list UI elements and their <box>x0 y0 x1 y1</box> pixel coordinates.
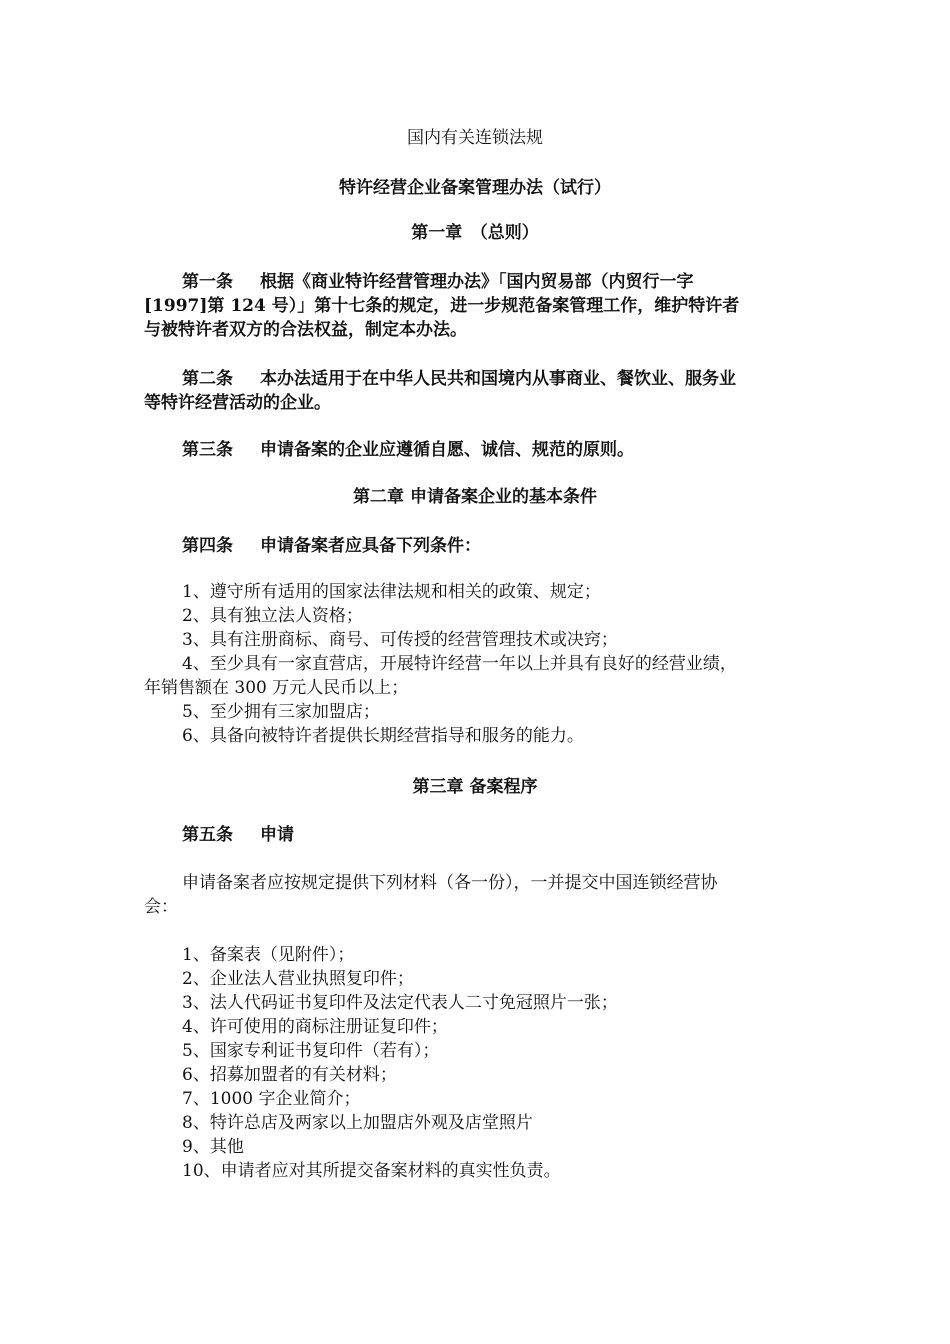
chapter-2-heading: 第二章 申请备案企业的基本条件 <box>353 487 597 507</box>
article-1-text: 根据《商业特许经营管理办法》「国内贸易部（内贸行一字 <box>260 272 694 292</box>
article-4-label: 第四条 <box>182 536 233 556</box>
list-item: 3、具有注册商标、商号、可传授的经营管理技术或决窍； <box>182 630 618 650</box>
list-item: 8、特许总店及两家以上加盟店外观及店堂照片 <box>182 1113 533 1133</box>
list-item: 4、至少具有一家直营店，开展特许经营一年以上并具有良好的经营业绩， <box>182 654 737 674</box>
article-1-line-2: [1997]第 124 号）」第十七条的规定，进一步规范备案管理工作，维护特许者 <box>144 296 740 316</box>
article-3-text: 申请备案的企业应遵循自愿、诚信、规范的原则。 <box>260 440 634 460</box>
list-item: 1、遵守所有适用的国家法律法规和相关的政策、规定； <box>182 582 601 602</box>
article-1-label: 第一条 <box>182 272 233 292</box>
list-item: 1、备案表（见附件）； <box>182 945 355 965</box>
list-item: 2、企业法人营业执照复印件； <box>182 969 414 989</box>
article-2-line-2: 等特许经营活动的企业。 <box>144 393 331 413</box>
list-item: 6、招募加盟者的有关材料； <box>182 1065 397 1085</box>
article-3-label: 第三条 <box>182 440 233 460</box>
article-1-line-3: 与被特许者双方的合法权益，制定本办法。 <box>144 320 467 340</box>
list-item: 9、其他 <box>182 1137 244 1157</box>
article-5-intro-line-1: 申请备案者应按规定提供下列材料（各一份），一并提交中国连锁经营协 <box>182 873 718 893</box>
list-item: 5、至少拥有三家加盟店； <box>182 702 380 722</box>
regulation-title: 特许经营企业备案管理办法（试行） <box>339 178 611 198</box>
article-5-text: 申请 <box>260 825 294 845</box>
list-item: 10、申请者应对其所提交备案材料的真实性负责。 <box>182 1161 561 1181</box>
article-2-label: 第二条 <box>182 369 233 389</box>
document-title: 国内有关连锁法规 <box>407 128 543 148</box>
chapter-1-heading: 第一章 （总则） <box>411 223 539 243</box>
article-3-line-1 <box>182 438 634 462</box>
list-item: 7、1000 字企业简介； <box>182 1089 361 1109</box>
article-1-line-1 <box>182 270 694 294</box>
article-5-line-1 <box>182 823 294 847</box>
article-4-text: 申请备案者应具备下列条件： <box>260 536 481 556</box>
article-4-line-1 <box>182 534 481 558</box>
list-item: 4、许可使用的商标注册证复印件； <box>182 1017 448 1037</box>
article-2-line-1 <box>182 367 736 391</box>
list-item: 3、法人代码证书复印件及法定代表人二寸免冠照片一张； <box>182 993 618 1013</box>
list-item: 6、具备向被特许者提供长期经营指导和服务的能力。 <box>182 726 584 746</box>
article-2-text: 本办法适用于在中华人民共和国境内从事商业、餐饮业、服务业 <box>260 369 736 389</box>
article-5-label: 第五条 <box>182 825 233 845</box>
list-item: 5、国家专利证书复印件（若有）； <box>182 1041 440 1061</box>
list-item-continuation: 年销售额在 300 万元人民币以上； <box>144 678 409 698</box>
article-5-intro-line-2: 会： <box>144 897 178 917</box>
list-item: 2、具有独立法人资格； <box>182 606 363 626</box>
chapter-3-heading: 第三章 备案程序 <box>412 777 538 797</box>
